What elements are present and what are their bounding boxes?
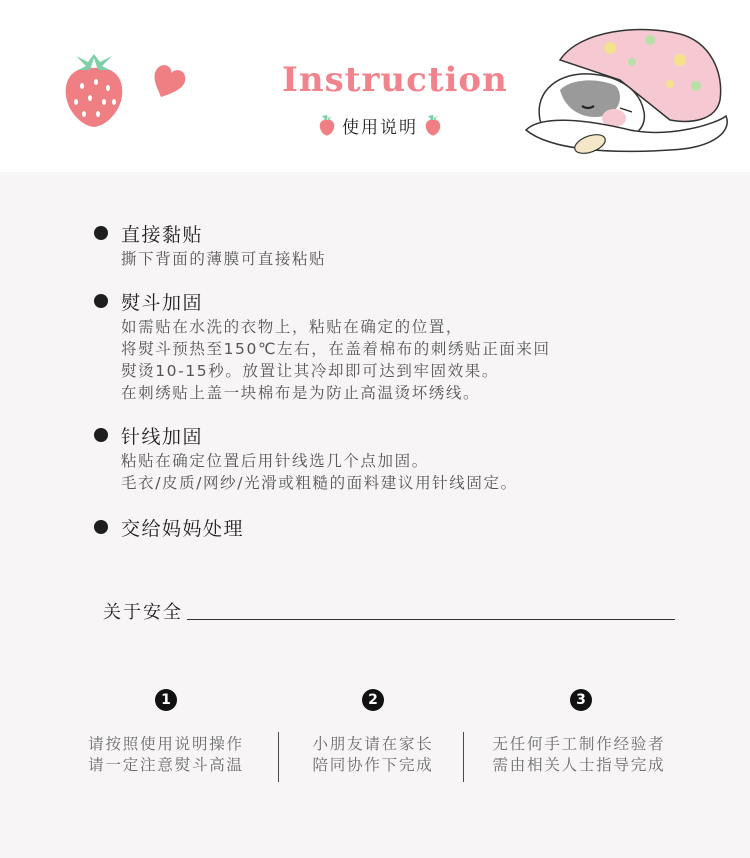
number-badge-3: 3 (570, 689, 592, 711)
safety-note-3 (474, 734, 684, 776)
note-line: 请按照使用说明操作 (88, 735, 244, 753)
bullet-dot (94, 226, 108, 240)
divider-line (187, 619, 675, 620)
section-line: 撕下背面的薄膜可直接粘贴 (121, 250, 327, 268)
note-line: 请一定注意熨斗高温 (88, 756, 244, 774)
safety-note-1 (72, 734, 260, 776)
note-line: 小朋友请在家长 (312, 735, 434, 753)
bullet-dot (94, 294, 108, 308)
section-line: 熨烫10-15秒。放置让其冷却即可达到牢固效果。 (121, 362, 499, 380)
number-badge-1: 1 (155, 689, 177, 711)
bullet-dot (94, 520, 108, 534)
strawberry-icon (424, 114, 442, 136)
section-line: 毛衣/皮质/网纱/光滑或粗糙的面料建议用针线固定。 (121, 474, 518, 492)
section-direct-adhesion (94, 220, 326, 270)
column-divider (463, 732, 464, 782)
subtitle: 使用说明 (342, 117, 418, 138)
section-line: 将熨斗预热至150℃左右，在盖着棉布的刺绣贴正面来回 (121, 340, 551, 358)
section-line: 在刺绣贴上盖一块棉布是为防止高温烫坏绣线。 (121, 384, 481, 402)
number-badge-2: 2 (362, 689, 384, 711)
section-line: 粘贴在确定位置后用针线选几个点加固。 (121, 452, 429, 470)
section-line: 如需贴在水洗的衣物上，粘贴在确定的位置， (121, 318, 464, 336)
column-divider (278, 732, 279, 782)
section-needle-reinforce (94, 422, 518, 494)
heart-icon (151, 63, 189, 99)
subtitle-row (300, 112, 460, 138)
strawberry-icon (318, 114, 336, 136)
note-line: 无任何手工制作经验者 (492, 735, 666, 753)
strawberry-icon (62, 50, 126, 128)
bullet-dot (94, 428, 108, 442)
safety-heading (103, 598, 675, 624)
safety-note-2 (293, 734, 453, 776)
section-iron-reinforce (94, 288, 551, 404)
section-title: 直接黏贴 (121, 223, 204, 246)
safety-label: 关于安全 (103, 602, 183, 623)
section-title: 针线加固 (121, 425, 204, 448)
page-title: Instruction (282, 60, 508, 100)
note-line: 需由相关人士指导完成 (492, 756, 666, 774)
sleeping-hamster-illustration (520, 20, 740, 160)
section-title: 熨斗加固 (121, 291, 204, 314)
section-ask-mom (94, 514, 244, 540)
section-title: 交给妈妈处理 (121, 517, 245, 540)
note-line: 陪同协作下完成 (312, 756, 434, 774)
